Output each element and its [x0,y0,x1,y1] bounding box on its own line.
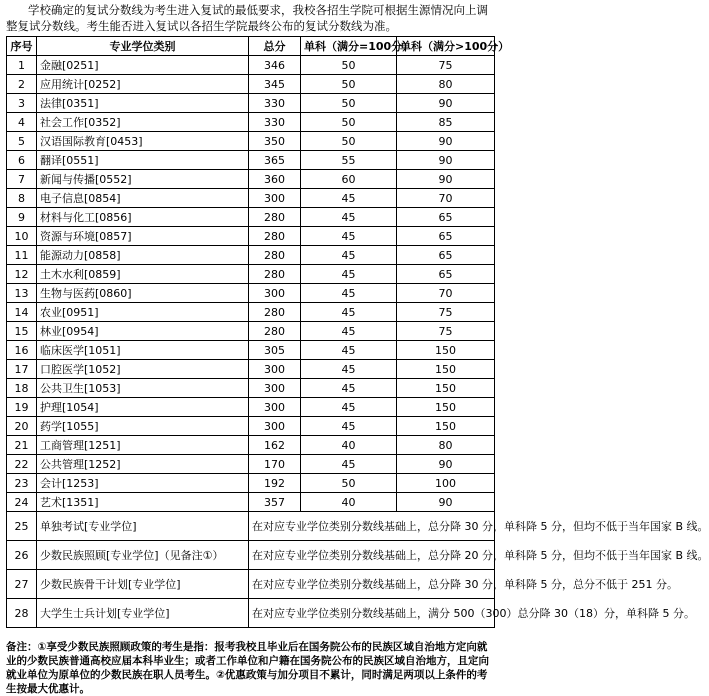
special-row: 26 少数民族照顾[专业学位]（见备注①） 在对应专业学位类别分数线基础上，总分降 20 分，单科降 5 分，但均不低于当年国家 B 线。 [7,541,495,570]
table-row: 14 农业[0951] 280 45 75 [7,303,495,322]
table-row: 13 生物与医药[0860] 300 45 70 [7,284,495,303]
table-row: 12 土木水利[0859] 280 45 65 [7,265,495,284]
table-row: 10 资源与环境[0857] 280 45 65 [7,227,495,246]
table-row: 11 能源动力[0858] 280 45 65 [7,246,495,265]
score-table [6,36,709,628]
special-row: 27 少数民族骨干计划[专业学位] 在对应专业学位类别分数线基础上，总分降 30 分，单科降 5 分，总分不低于 251 分。 [7,570,495,599]
table-row: 3 法律[0351] 330 50 90 [7,94,495,113]
table-row: 16 临床医学[1051] 305 45 150 [7,341,495,360]
footnote: 备注：①享受少数民族照顾政策的考生是指：报考我校且毕业后在国务院公布的民族区域自治地方定向就业的少数民族普通高校应届本科毕业生；或者工作单位和户籍在国务院公布的民族区域自治地方，且定向就业单位为原单位的少数民族在职人员考生。②优惠政策与加分项目不累计，同时满足两项以上条件的考生按最大优惠计。 [6,641,489,695]
header-single-over-100: 单科（满分>100分） [397,37,495,56]
special-row: 28 大学生士兵计划[专业学位] 在对应专业学位类别分数线基础上，满分 500（300）总分降 30（18）分，单科降 5 分。 [7,599,495,628]
table-row: 24 艺术[1351] 357 40 90 [7,493,495,512]
special-row: 25 单独考试[专业学位] 在对应专业学位类别分数线基础上，总分降 30 分，单科降 5 分，但均不低于当年国家 B 线。 [7,512,495,541]
table-row: 1 金融[0251] 346 50 75 [7,56,495,75]
header-index: 序号 [7,37,37,56]
table-row: 15 林业[0954] 280 45 75 [7,322,495,341]
intro-paragraph: 学校确定的复试分数线为考生进入复试的最低要求，我校各招生学院可根据生源情况向上调整复试分数线。考生能否进入复试以各招生学院最终公布的复试分数线为准。 [6,3,488,33]
table-row: 9 材料与化工[0856] 280 45 65 [7,208,495,227]
table-row: 7 新闻与传播[0552] 360 60 90 [7,170,495,189]
table-row: 2 应用统计[0252] 345 50 80 [7,75,495,94]
table-row: 17 口腔医学[1052] 300 45 150 [7,360,495,379]
table-header-row [7,37,495,56]
table-row: 21 工商管理[1251] 162 40 80 [7,436,495,455]
table-row: 19 护理[1054] 300 45 150 [7,398,495,417]
table-row: 20 药学[1055] 300 45 150 [7,417,495,436]
header-category: 专业学位类别 [37,37,249,56]
header-total: 总分 [249,37,301,56]
table-row: 8 电子信息[0854] 300 45 70 [7,189,495,208]
table-row: 5 汉语国际教育[0453] 350 50 90 [7,132,495,151]
table-row: 18 公共卫生[1053] 300 45 150 [7,379,495,398]
table-row: 22 公共管理[1252] 170 45 90 [7,455,495,474]
table-row: 6 翻译[0551] 365 55 90 [7,151,495,170]
table-row: 4 社会工作[0352] 330 50 85 [7,113,495,132]
table-row: 23 会计[1253] 192 50 100 [7,474,495,493]
header-single-100: 单科（满分=100分） [301,37,397,56]
